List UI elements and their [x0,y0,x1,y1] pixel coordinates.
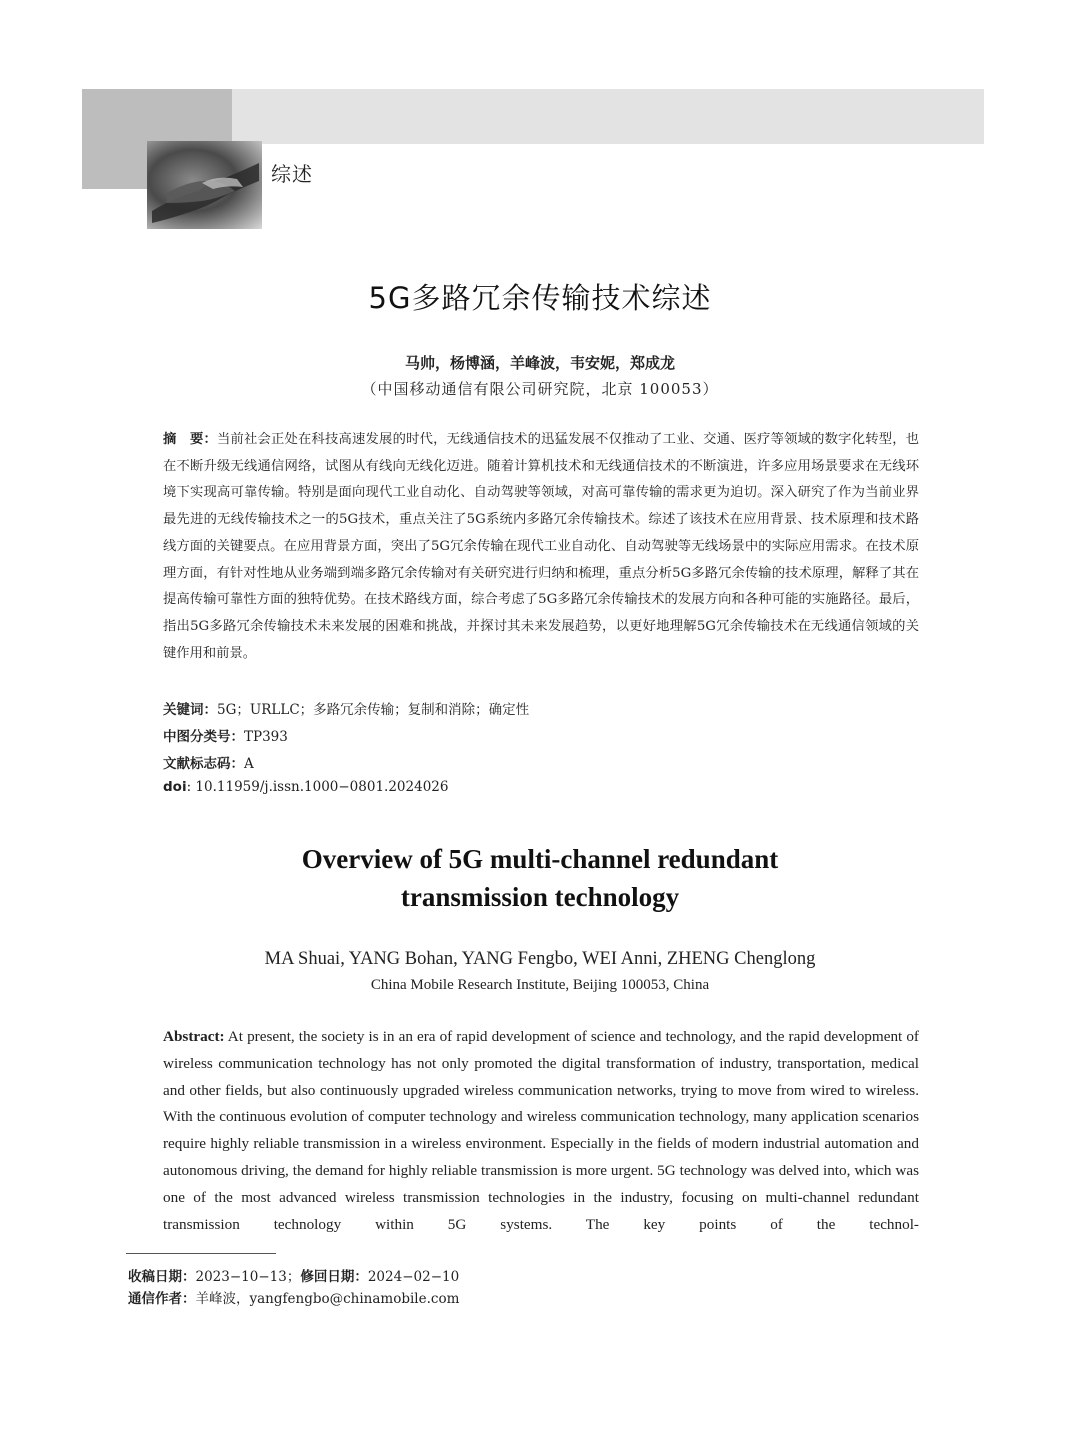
revised-label: 修回日期： [300,1269,368,1285]
abstract-cn-text: 当前社会正处在科技高速发展的时代，无线通信技术的迅猛发展不仅推动了工业、交通、医疗等领域的数字化转型，也在不断升级无线通信网络，试图从有线向无线化迈进。随着计算机技术和无线通信技术的不断演进，许多应用场景要求在无线环境下实现高可靠传输。特别是面向现代工业自动化、自动驾驶等领域，对高可靠传输的需求更为迫切。深入研究了作为当前业界最先进的无线传输技术之一的5G技术，重点关注了5G系统内多路冗余传输技术。综述了该技术在应用背景、技术原理和技术路线方面的关键要点。在应用背景方面，突出了5G冗余传输在现代工业自动化、自动驾驶等无线场景中的实际应用需求。在技术原理方面，有针对性地从业务端到端多路冗余传输对有关研究进行归纳和梳理，重点分析5G多路冗余传输的技术原理，解释了其在提高传输可靠性方面的独特优势。在技术路线方面，综合考虑了5G多路冗余传输技术的发展方向和各种可能的实施路径。最后，指出5G多路冗余传输技术未来发展的困难和挑战，并探讨其未来发展趋势，以更好地理解5G冗余传输技术在无线通信领域的关键作用和前景。 [163,432,919,661]
authors-en: MA Shuai, YANG Bohan, YANG Fengbo, WEI Anni, ZHENG Chenglong [264,949,816,969]
header-bar [232,89,984,144]
revised-date: 2024−02−10 [367,1269,460,1285]
abstract-en-text: At present, the society is in an era of rapid development of science and technology, and the rapid development of wireless communication technology has not only promoted the digital transformation of industry, transportation, medical and other fields, but also continuously upgraded wireless communication networks, trying to move from wired to wireless. With the continuous evolution of computer technology and wireless communication technology, many application scenarios require highly reliable transmission in a wireless environment. Especially in the fields of modern industrial automation and autonomous driving, the demand for highly reliable transmission is more urgent. 5G technology was delved into, which was one of the most advanced wireless transmission technologies in the industry, focusing on multi-channel redundant transmission technology within 5G systems. The key points of the technol- [163,1028,919,1233]
corresponding-label: 通信作者： [128,1291,196,1307]
received-label: 收稿日期： [128,1269,196,1285]
paper-title-en-line2: transmission technology [400,882,680,912]
corresponding-text[interactable]: 羊峰波，yangfengbo@chinamobile.com [195,1291,460,1307]
doi-line [163,779,448,795]
abstract-en-label: Abstract: [163,1028,225,1045]
keywords-label: 关键词： [163,702,217,718]
clc-number [163,725,288,745]
affiliation-en: China Mobile Research Institute, Beijing 100053, China [370,977,710,993]
footnote-corresponding [128,1287,459,1307]
document-code [163,752,254,772]
received-date: 2023−10−13； [195,1269,301,1285]
handshake-image [147,141,262,229]
abstract-en [163,1024,919,1238]
authors-cn: 马帅，杨博涵，羊峰波，韦安妮，郑成龙 [404,354,675,372]
doi-text[interactable]: : 10.11959/j.issn.1000−0801.2024026 [186,779,449,795]
clc-text: TP393 [244,729,288,745]
paper-title-en-line1: Overview of 5G multi-channel redundant [301,844,779,874]
doc-code-label: 文献标志码： [163,756,244,772]
keywords-cn [163,698,529,718]
footnote-divider [126,1253,276,1254]
abstract-cn [163,427,919,667]
affiliation-cn: （中国移动通信有限公司研究院，北京 100053） [361,380,719,398]
keywords-text: 5G；URLLC；多路冗余传输；复制和消除；确定性 [217,702,530,718]
doi-label: doi [163,779,187,795]
paper-title-cn: 5G多路冗余传输技术综述 [368,281,712,315]
abstract-cn-label: 摘 要： [163,432,218,447]
clc-label: 中图分类号： [163,729,244,745]
footnote-dates [128,1265,459,1285]
section-label: 综述 [271,162,313,186]
doc-code-text: A [244,756,254,772]
paper-title-en [0,840,1080,916]
